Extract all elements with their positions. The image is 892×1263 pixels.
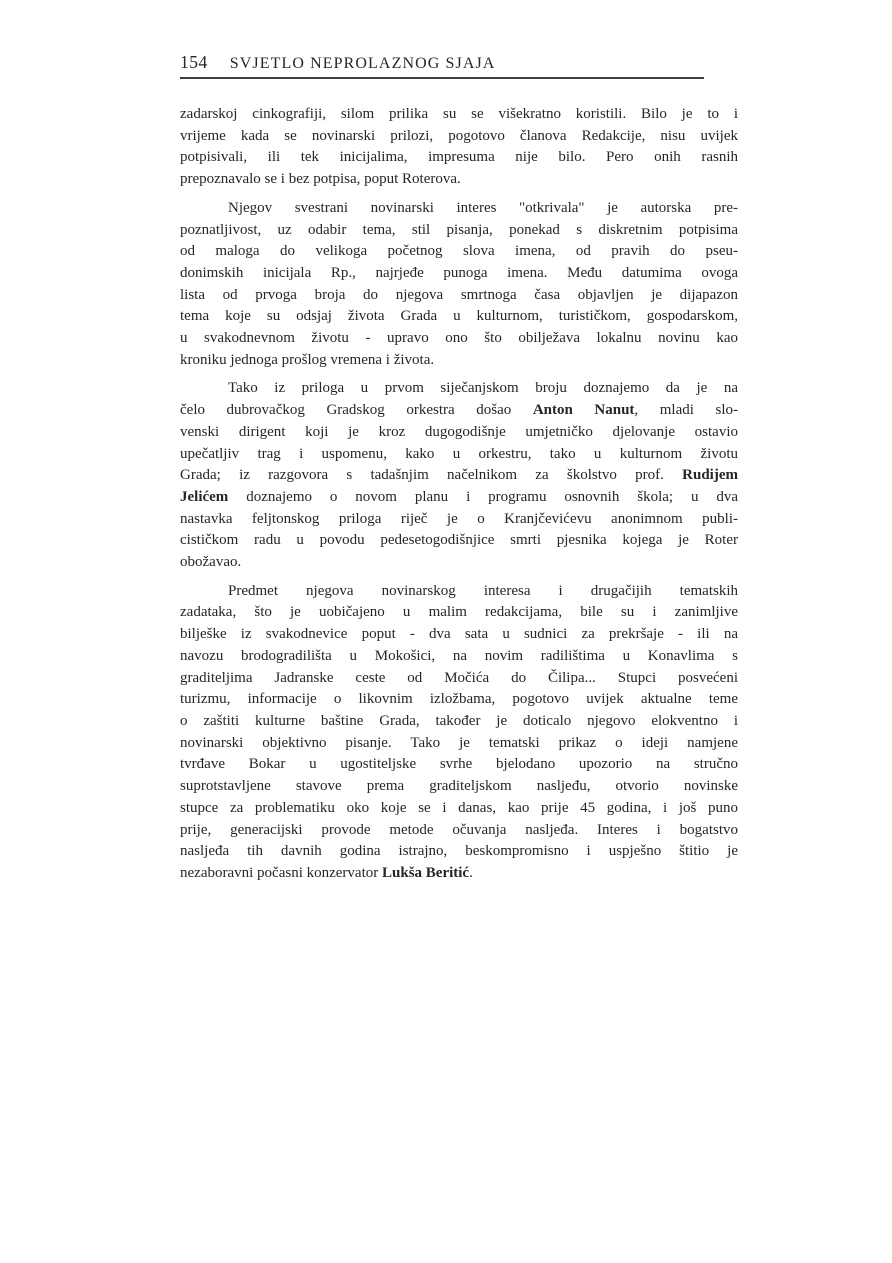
page-number: 154 xyxy=(180,52,208,72)
paragraph xyxy=(180,581,738,885)
text-line xyxy=(180,646,738,668)
text-line xyxy=(180,306,738,328)
paragraph xyxy=(180,378,738,573)
text-line xyxy=(180,581,738,603)
text-line xyxy=(180,863,738,885)
text-segment: zadarskoj cinkografiji, silom prilika su se višekratno koristili. Bilo je to i xyxy=(180,106,738,122)
text-segment: . xyxy=(469,864,473,881)
text-segment: prije, generacijski provode metode očuvanja nasljeđa. Interes i bogatstvo xyxy=(180,821,738,838)
text-segment: novinarski objektivno pisanje. Tako je tematski prikaz o ideji namjene xyxy=(180,734,738,751)
text-segment: suprotstavljene stavove prema graditeljskom nasljeđu, otvorio novinske xyxy=(180,778,738,795)
text-segment: turizmu, informacije o likovnim izložbama, pogotovo uvijek aktualne teme xyxy=(180,691,738,708)
text-segment: upečatljiv trag i uspomenu, kako u orkestru, tako u kulturnom životu xyxy=(180,445,738,462)
text-segment: od maloga do velikoga početnog slova imena, od pravih do pseu- xyxy=(180,243,738,260)
text-line xyxy=(180,147,738,169)
text-segment: navozu brodogradilišta u Mokošici, na novim radilištima u Konavlima s xyxy=(180,647,738,664)
text-line xyxy=(180,241,738,263)
bold-name: Lukša Beritić xyxy=(382,864,470,881)
text-segment: Grada; iz razgovora s tadašnjim načelnikom za školstvo prof. xyxy=(180,467,683,484)
text-line xyxy=(180,487,738,509)
text-segment: o zaštiti kulturne baštine Grada, također je doticalo njegovo elokventno i xyxy=(180,712,738,729)
text-segment: cističkom radu u povodu pedesetogodišnjice smrti pjesnika kojega je Roter xyxy=(180,532,738,549)
text-segment: Predmet njegova novinarskog interesa i drugačijih tematskih xyxy=(228,582,738,599)
text-segment: donimskih inicijala Rp., najrjeđe punoga imena. Među datumima ovoga xyxy=(180,264,738,281)
text-segment: tema koje su odsjaj života Grada u kulturnom, turističkom, gospodarskom, xyxy=(180,308,738,325)
text-segment: graditeljima Jadranske ceste od Močića do Čilipa... Stupci posvećeni xyxy=(180,669,738,686)
text-line xyxy=(180,378,738,400)
text-segment: stupce za problematiku oko koje se i danas, kao prije 45 godina, i još puno xyxy=(180,799,738,816)
text-segment: obožavao. xyxy=(180,554,242,571)
text-segment: nastavka feljtonskog priloga riječ je o Kranjčevićevu anonimnom publi- xyxy=(180,510,738,527)
text-segment: nezaboravni počasni konzervator xyxy=(180,864,382,881)
text-segment: u svakodnevnom životu - upravo ono što obilježava lokalnu novinu kao xyxy=(180,330,738,347)
body-text xyxy=(180,104,738,885)
text-line xyxy=(180,263,738,285)
text-line xyxy=(180,530,738,552)
text-line xyxy=(180,820,738,842)
text-line xyxy=(180,552,738,574)
text-line xyxy=(180,220,738,242)
text-line xyxy=(180,465,738,487)
text-line xyxy=(180,668,738,690)
running-title: SVJETLO NEPROLAZNOG SJAJA xyxy=(229,55,496,72)
text-segment: Njegov svestrani novinarski interes "otkrivala" je autorska pre- xyxy=(228,199,738,216)
text-line xyxy=(180,198,738,220)
text-segment: prepoznavalo se i bez potpisa, poput Roterova. xyxy=(180,171,461,188)
bold-name: Jelićem xyxy=(180,488,229,505)
text-line xyxy=(180,798,738,820)
text-line xyxy=(180,602,738,624)
text-segment: , mladi slo- xyxy=(634,402,738,419)
text-segment: bilješke iz svakodnevice poput - dva sata u sudnici za prekršaje - ili na xyxy=(180,626,738,643)
paragraph xyxy=(180,104,738,191)
text-line xyxy=(180,285,738,307)
text-line xyxy=(180,126,738,148)
text-segment: doznajemo o novom planu i programu osnovnih škola; u dva xyxy=(228,488,738,505)
text-segment: potpisivali, ili tek inicijalima, impresuma nije bilo. Pero onih rasnih xyxy=(180,149,738,166)
text-segment: čelo dubrovačkog Gradskog orkestra došao xyxy=(180,402,533,419)
text-line xyxy=(180,400,738,422)
text-segment: poznatljivost, uz odabir tema, stil pisanja, ponekad s diskretnim potpisima xyxy=(180,221,738,238)
text-segment: kroniku jednoga prošlog vremena i života. xyxy=(180,351,435,368)
text-segment: zadataka, što je uobičajeno u malim redakcijama, bile su i zanimljive xyxy=(180,604,738,621)
text-line xyxy=(180,754,738,776)
text-line xyxy=(180,776,738,798)
text-segment: vrijeme kada se novinarski prilozi, pogotovo članova Redakcije, nisu uvijek xyxy=(180,127,738,144)
text-line xyxy=(180,841,738,863)
text-line xyxy=(180,169,738,191)
bold-name: Anton Nanut xyxy=(532,402,635,419)
text-segment: venski dirigent koji je kroz dugogodišnje umjetničko djelovanje ostavio xyxy=(180,423,738,440)
text-segment: lista od prvoga broja do njegova smrtnoga časa objavljen je dijapazon xyxy=(180,286,738,303)
text-line xyxy=(180,509,738,531)
text-line xyxy=(180,350,738,372)
text-line xyxy=(180,328,738,350)
text-segment: Tako iz priloga u prvom siječanjskom broju doznajemo da je na xyxy=(228,380,738,397)
text-segment: tvrđave Bokar u ugostiteljske svrhe bjelodano upozorio na stručno xyxy=(180,756,738,773)
text-line xyxy=(180,689,738,711)
text-line xyxy=(180,444,738,466)
bold-name: Rudijem xyxy=(682,467,738,484)
text-line xyxy=(180,422,738,444)
text-segment: nasljeđa tih davnih godina istrajno, beskompromisno i uspješno štitio je xyxy=(180,843,738,860)
text-line xyxy=(180,711,738,733)
text-line xyxy=(180,624,738,646)
text-line xyxy=(180,104,738,126)
text-line xyxy=(180,733,738,755)
page-header xyxy=(180,52,704,79)
paragraph xyxy=(180,198,738,372)
